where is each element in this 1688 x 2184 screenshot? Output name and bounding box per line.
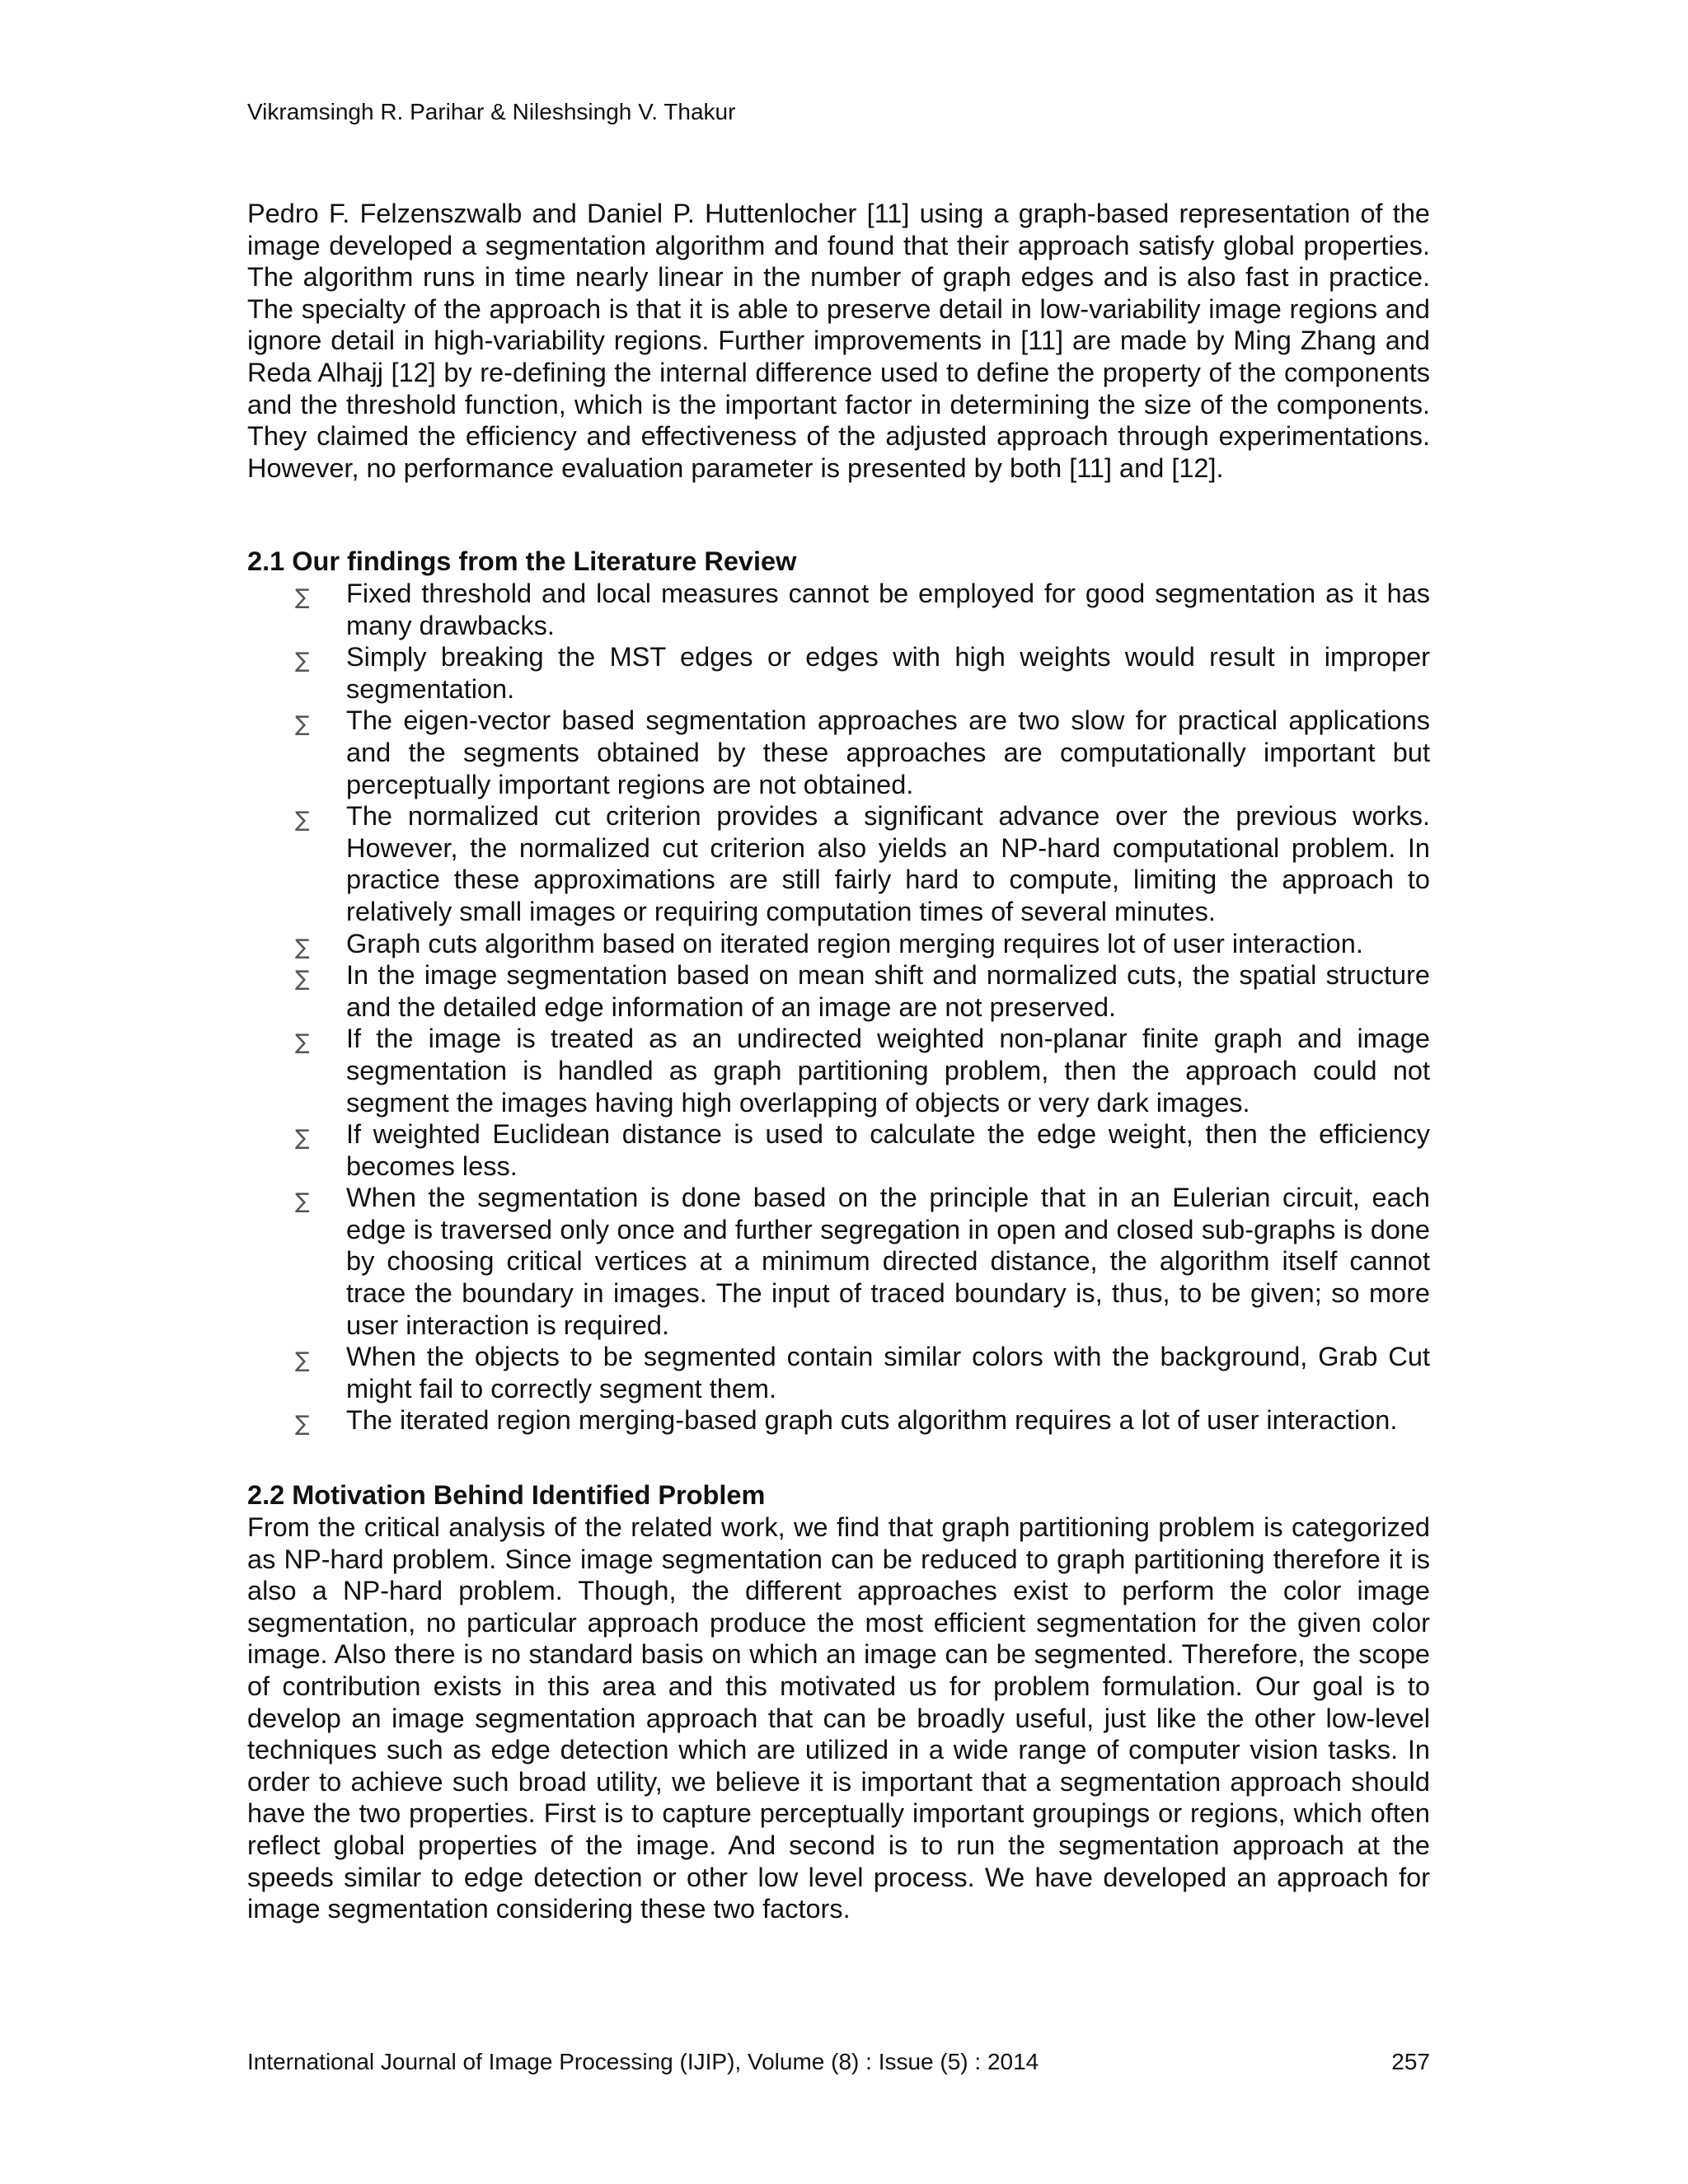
list-item: ∑ Simply breaking the MST edges or edges with high weights would result in improper segmentation. [295,642,1430,704]
sigma-bullet-icon: ∑ [295,649,310,674]
sigma-bullet-icon: ∑ [295,967,310,992]
findings-list [247,578,1430,1436]
list-item: ∑ In the image segmentation based on mean shift and normalized cuts, the spatial structure and the detailed edge information of an image are not preserved. [295,960,1430,1022]
list-item: ∑ When the segmentation is done based on the principle that in an Eulerian circuit, each edge is traversed only once and further segregation in open and closed sub-graphs is done by choosing critical vertices at a minimum directed distance, the algorithm itself cannot trace the boundary in images. The input of traced boundary is, thus, to be given; so more user interaction is required. [295,1183,1430,1340]
list-item: ∑ Fixed threshold and local measures cannot be employed for good segmentation as it has many drawbacks. [295,579,1430,640]
sigma-bullet-icon: ∑ [295,1412,310,1437]
list-item: ∑ The iterated region merging-based graph cuts algorithm requires a lot of user interaction. [247,1404,1430,1436]
running-header-authors: Vikramsingh R. Parihar & Nileshsingh V. Thakur [247,99,736,124]
list-item: ∑ When the objects to be segmented contain similar colors with the background, Grab Cut might fail to correctly segment them. [295,1342,1430,1404]
list-item: ∑ The normalized cut criterion provides a significant advance over the previous works. However, the normalized cut criterion also yields an NP-hard computational problem. In practice these approximations are still fairly hard to compute, limiting the approach to relatively small images or requiring computation times of several minutes. [295,801,1430,926]
sigma-bullet-icon: ∑ [295,935,310,960]
page-number: 257 [1391,2049,1430,2074]
list-item: ∑ The eigen-vector based segmentation approaches are two slow for practical applications and the segments obtained by these approaches are computationally important but perceptually important regions are not obtained. [295,705,1430,799]
list-item: ∑ If weighted Euclidean distance is used to calculate the edge weight, then the efficiency becomes less. [295,1119,1430,1181]
sigma-bullet-icon: ∑ [295,1189,310,1215]
sigma-bullet-icon: ∑ [295,1030,310,1056]
list-item: ∑ If the image is treated as an undirected weighted non-planar finite graph and image segmentation is handled as graph partitioning problem, then the approach could not segment the images having high overlapping of objects or very dark images. [295,1024,1430,1118]
section-2-2-heading: 2.2 Motivation Behind Identified Problem [247,1480,766,1510]
sigma-bullet-icon: ∑ [295,1348,310,1374]
sigma-bullet-icon: ∑ [295,1126,310,1151]
sigma-bullet-icon: ∑ [295,808,310,833]
motivation-paragraph: From the critical analysis of the related work, we find that graph partitioning problem is categorized as NP-hard problem. Since image segmentation can be reduced to graph partitioning therefore it is also a NP-hard problem. Though, the different approaches exist to perform the color image segmentation, no particular approach produce the most efficient segmentation for the given color image. Also there is no standard basis on which an image can be segmented. Therefore, the scope of contribution exists in this area and this motivated us for problem formulation. Our goal is to develop an image segmentation approach that can be broadly useful, just like the other low-level techniques such as edge detection which are utilized in a wide range of computer vision tasks. In order to achieve such broad utility, we believe it is important that a segmentation approach should have the two properties. First is to capture perceptually important groupings or regions, which often reflect global properties of the image. And second is to run the segmentation approach at the speeds similar to edge detection or other low level process. We have developed an approach for image segmentation considering these two factors. [247,1512,1430,1924]
running-footer [247,2047,1430,2077]
list-item: ∑ Graph cuts algorithm based on iterated region merging requires lot of user interaction. [247,928,1430,960]
section-2-1-heading: 2.1 Our findings from the Literature Review [247,546,797,576]
journal-citation: International Journal of Image Processing (IJIP), Volume (8) : Issue (5) : 2014 [247,2049,1039,2074]
sigma-bullet-icon: ∑ [295,585,310,610]
intro-paragraph: Pedro F. Felzenszwalb and Daniel P. Huttenlocher [11] using a graph-based representation of the image developed a segmentation algorithm and found that their approach satisfy global properties. The algorithm runs in time nearly linear in the number of graph edges and is also fast in practice. The specialty of the approach is that it is able to preserve detail in low-variability image regions and ignore detail in high-variability regions. Further improvements in [11] are made by Ming Zhang and Reda Alhajj [12] by re-defining the internal difference used to define the property of the components and the threshold function, which is the important factor in determining the size of the components. They claimed the efficiency and effectiveness of the adjusted approach through experimentations. However, no performance evaluation parameter is presented by both [11] and [12]. [247,199,1430,483]
sigma-bullet-icon: ∑ [295,712,310,738]
